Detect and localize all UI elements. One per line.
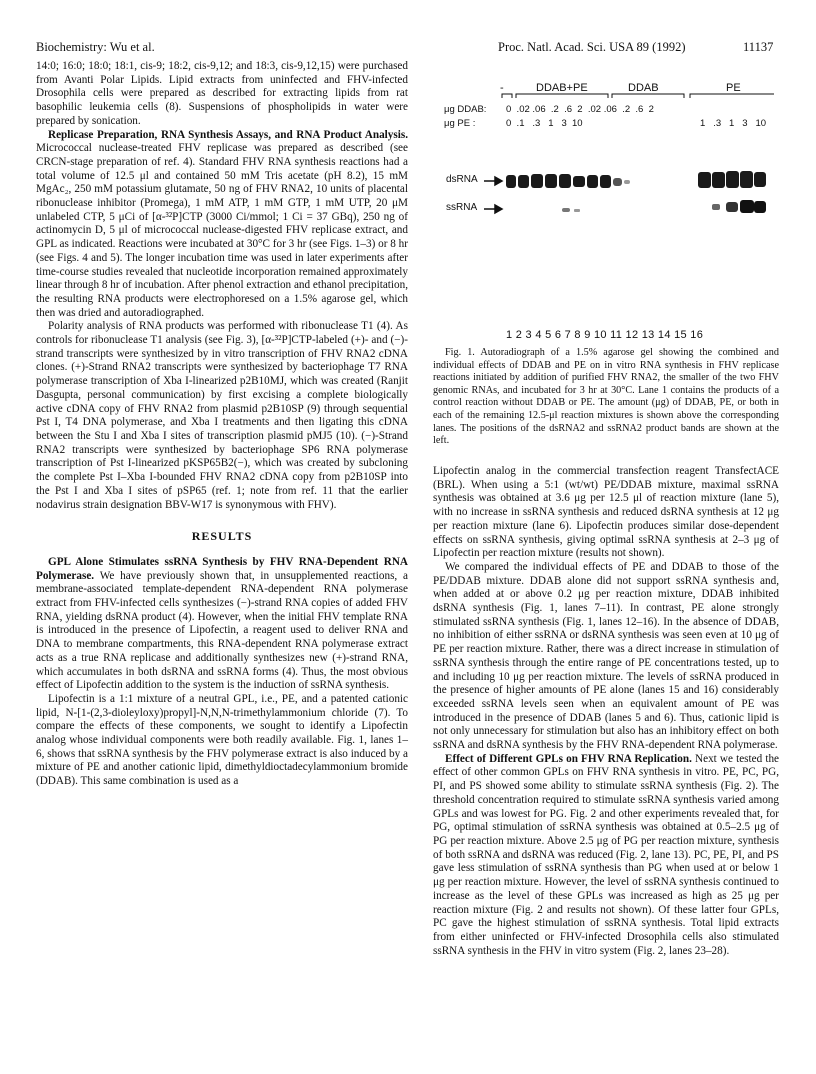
run-in-heading-replicase: Replicase Preparation, RNA Synthesis Assays, and RNA Product Analysis. bbox=[48, 128, 408, 141]
ss-band-lane15 bbox=[740, 200, 754, 213]
ds-band-lane15 bbox=[740, 171, 753, 188]
row-values-pe: 0 .1 .3 1 3 10 bbox=[506, 118, 583, 129]
paragraph-individual-effects: We compared the individual effects of PE and DDAB to those of the PE/DDAB mixture. DDAB alone did not support ssRNA synthesis and, when added at or above 0.2 μg per reaction mixture, DDAB inhibited dsRNA synthesis (Fig. 1, lanes 7–11). In contrast, PE alone strongly stimulated ssRNA synthesis (Fig. 1, lanes 12–16). In the absence of DDAB, no inhibition of either ssRNA or dsRNA synthesis was seen even at 10 μg of PE per reaction mixture. Rather, there was a direct increase in stimulation of ssRNA synthesis through the entire range of PE concentrations tested, up to and including 10 μg per reaction mixture. The levels of ssRNA produced in the presence of higher amounts of PE alone (lanes 15 and 16) considerably exceeded ssRNA levels seen when an equivalent amount of PE was introduced in the presence of DDAB (lanes 5 and 6). Thus, cationic lipid is not only unnecessary for stimulation but also has an inhibitory effect on both ssRNA and dsRNA synthesis by the FHV RNA-dependent RNA polymerase. bbox=[433, 560, 779, 752]
paragraph-lipids: 14:0; 16:0; 18:0; 18:1, cis-9; 18:2, cis-9,12; and 18:3, cis-9,12,15) were purchased from Avanti Polar Lipids. Lipid extracts from uninfected and FHV-infected Drosophila cells were prepared as described for extracting lipids from rat basophilic leukemia cells (8). Suspensions of phospholipids in water were prepared by sonication. bbox=[36, 60, 408, 127]
paragraph-different-gpls-text: Next we tested the effect of other common GPLs on FHV RNA synthesis in vitro. PE, PC, PG, PI, and PS showed some ability to stimulate ssRNA synthesis (Fig. 2). The threshold concentration required to stimulate ssRNA synthesis varied among GPLs and was lowest for PG. Fig. 2 and other experiments revealed that, for PG, optimal stimulation of ssRNA synthesis was obtained at 0.5–2.5 μg of PG per reaction mixture. Above 2.5 μg of PG per reaction mixture, synthesis of both ssRNA and dsRNA was reduced (Fig. 2, lane 13). PC, PE, PI, and PS gave less stimulation of ssRNA synthesis than PG when used at or below 1 μg per reaction mixture. However, the level of ssRNA synthesis continued to increase as the level of these GPLs was increased as high as 25 μg per reaction mixture (Fig. 2 and results not shown). Of these latter four GPLs, PC gave the highest stimulation of ssRNA synthesis. Total lipid extracts from either uninfected or FHV-infected Drosophila cells also stimulated ssRNA synthesis in the FHV in vitro system (Fig. 2, lanes 23–28). bbox=[433, 752, 780, 957]
figure-1-caption bbox=[433, 347, 779, 448]
figure-1-autoradiograph bbox=[444, 82, 774, 352]
paragraph-replicase bbox=[36, 129, 408, 321]
paragraph-transfectace: Lipofectin analog in the commercial transfection reagent TransfectACE (BRL). When using a 5:1 (wt/wt) PE/DDAB mixture, maximal ssRNA synthesis was obtained at 3.6 μg per 12.5 μl of reaction mixture (lane 5), with no increase in ssRNA synthesis and reduced dsRNA synthesis at 12 μg per reaction mixture (lane 6). Lipofectin produces similar dose-dependent effects on ssRNA synthesis, giving optimal ssRNA synthesis at 2–3 μg of Lipofectin per reaction mixture (results not shown). bbox=[433, 465, 779, 560]
ds-band-lane3 bbox=[531, 174, 543, 188]
ds-band-lane5 bbox=[559, 174, 571, 188]
run-in-heading-gpl-alone: GPL Alone Stimulates ssRNA Synthesis by FHV RNA-Dependent RNA Polymerase. bbox=[36, 555, 408, 582]
ss-band-lane14 bbox=[726, 202, 738, 212]
ds-band-lane2 bbox=[518, 175, 529, 188]
group-label-ddab-pe: DDAB+PE bbox=[536, 82, 588, 94]
lane-numbers: 1 2 3 4 5 6 7 8 9 10 11 12 13 14 15 16 bbox=[506, 329, 704, 341]
ds-band-lane14 bbox=[726, 171, 739, 188]
group-label-ddab: DDAB bbox=[628, 82, 659, 94]
ds-band-lane7 bbox=[587, 175, 598, 188]
paragraph-gpl-alone-text: We have previously shown that, in unsupplemented reactions, a membrane-associated template-dependent RNA-dependent RNA polymerase extract from FHV-infected cells synthesizes (−)-strand RNA copies of added FHV RNA, yielding dsRNA product (4). However, when the initial FHV template RNA is introduced in the presence of Lipofectin, a reagent used to deliver RNA and DNA to membrane compartments, this RNA-dependent RNA polymerase extract acts as a true RNA replicase and additionally synthesizes new (+)-strand RNA, which accumulates in both dsRNA and ssRNA forms (4). Thus, the most obvious effect of Lipofectin addition to the system is the induction of ssRNA synthesis. bbox=[36, 569, 408, 692]
ds-arrow-head bbox=[495, 177, 502, 185]
paragraph-gpl-alone bbox=[36, 556, 408, 693]
label-dsrna: dsRNA bbox=[446, 174, 478, 185]
paragraph-polarity: Polarity analysis of RNA products was performed with ribonuclease T1 (4). As controls for ribonuclease T1 analysis (see Fig. 3), [α-³²P]CTP-labeled (+)- and (−)-strand transcripts were synthesized by in vitro transcription of FHV RNA2 cDNA clones. (+)-Strand RNA2 transcripts were synthesized by bacteriophage T7 RNA polymerase transcription of Xba I-linearized p2B10MJ, which was created (Ranjit Dasgupta, personal communication) by first excising a complete biologically active cDNA copy of FHV RNA2 from plasmid p2B10SP (9) through sequential Pst I, T4 DNA polymerase, and Xba I treatments and then ligating this cDNA between the Stu I and Xba I sites of transcription plasmid pMJ5 (10). (−)-Strand RNA2 transcripts were synthesized by bacteriophage SP6 RNA polymerase transcription of Pst I-linearized pKSP65B2(−), which was created by subcloning the complete Pst I–Xba I-bounded FHV RNA2 cDNA copy from p2B10SP into the Pst I and Xba I sites of pSP65 (ref. 1; note from ref. 11 that the earlier nodavirus strain designation BBV-W17 is synonymous with FHV). bbox=[36, 320, 408, 511]
ds-band-lane12 bbox=[698, 172, 711, 188]
label-ssrna: ssRNA bbox=[446, 202, 478, 213]
run-in-heading-different-gpls: Effect of Different GPLs on FHV RNA Replication. bbox=[445, 752, 692, 765]
ss-band-lane16 bbox=[754, 201, 766, 213]
ss-band-lane13 bbox=[712, 204, 720, 210]
ss-band-lane5 bbox=[562, 208, 570, 212]
bracket-pe bbox=[690, 94, 774, 98]
bracket-ddab bbox=[612, 94, 684, 98]
ds-band-lane13 bbox=[712, 172, 725, 188]
ds-band-lane4 bbox=[545, 174, 557, 188]
paragraph-replicase-text: Micrococcal nuclease-treated FHV replicase was prepared as described (see CRCN-stage preparation of ref. 4). Standard FHV RNA synthesis reactions had a total volume of 12.5 μl and contained 50 mM Tris acetate (pH 8.2), 15 mM MgAc₂, 250 mM potassium glutamate, 50 ng of FHV RNA2, 10 units of placental ribonuclease inhibitor (Promega), 1 mM ATP, 1 mM GTP, 1 mM UTP, 20 μM unlabeled CTP, 5 μCi of [α-³²P]CTP (3000 Ci/mmol; 1 Ci = 37 GBq), 250 ng of actinomycin D, 5 μl of micrococcal nuclease-digested FHV replicase extract, and GPL as indicated. Reactions were incubated at 30°C for 3 hr (see Figs. 1–3) or 8 hr (see Figs. 4 and 5). The longer incubation time was used in later experiments after time-course studies revealed that nucleotide incorporation remained approximately linear through 8 hr of incubation. After phenol extraction and ethanol precipitation, the resulting RNA products were electrophoresed on a 1.5% agarose gel, which then was dried and autoradiographed. bbox=[36, 142, 408, 319]
ss-arrow-head bbox=[495, 205, 502, 213]
row-label-pe: μg PE : bbox=[444, 118, 476, 129]
ds-band-lane9 bbox=[613, 178, 622, 186]
left-column bbox=[36, 60, 408, 789]
bracket-ddab-pe bbox=[516, 94, 608, 98]
caption-text: Fig. 1. Autoradiograph of a 1.5% agarose gel showing the combined and individual effects of DDAB and PE on in vitro RNA synthesis in FHV replicase reactions initiated by addition of purified FHV RNA2, the smaller of the two FHV genomic RNAs, and incubated for 3 hr at 30°C. Lane 1 contains the products of a control reaction without DDAB or PE. The amount (μg) of DDAB, PE, or both in each of the remaining 12.5-μl reaction mixtures is shown above the corresponding lanes. The positions of the dsRNA2 and ssRNA2 product bands are shown at the left. bbox=[433, 347, 779, 447]
paragraph-different-gpls bbox=[433, 753, 779, 959]
paragraph-lipofectin: Lipofectin is a 1:1 mixture of a neutral GPL, i.e., PE, and a patented cationic lipid, N-[1-(2,3-dioleyloxy)propyl]-N,N,N-trimethylammonium chloride (7). To compare the effects of these components, we sought to identify a Lipofectin analog whose individual components were both readily available. Fig. 1, lanes 1–6, shows that ssRNA synthesis by the FHV polymerase extract is also induced by a mixture of PE and another cationic lipid, dimethyldioctadecylammonium bromide (DDAB). This same combination is used as a bbox=[36, 692, 408, 788]
right-column bbox=[433, 465, 779, 958]
ds-band-lane1 bbox=[506, 175, 516, 188]
row-values-pe-only: 1 .3 1 3 10 bbox=[700, 118, 767, 129]
ds-band-lane6 bbox=[573, 176, 585, 187]
row-values-ddab: 0 .02 .06 .2 .6 2 .02 .06 .2 .6 2 bbox=[506, 104, 654, 115]
ds-band-lane10 bbox=[624, 180, 630, 184]
group-label-pe: PE bbox=[726, 82, 741, 94]
ds-band-lane8 bbox=[600, 175, 611, 188]
row-label-ddab: μg DDAB: bbox=[444, 104, 487, 115]
running-header-authors: Biochemistry: Wu et al. bbox=[36, 40, 155, 54]
section-heading-results: RESULTS bbox=[191, 529, 253, 544]
running-header-journal: Proc. Natl. Acad. Sci. USA 89 (1992) bbox=[498, 40, 686, 54]
ss-band-lane6 bbox=[574, 209, 580, 212]
bracket-control bbox=[502, 94, 512, 98]
ds-band-lane16 bbox=[754, 172, 766, 187]
group-label-control: - bbox=[500, 82, 504, 94]
page-number: 11137 bbox=[743, 40, 774, 54]
